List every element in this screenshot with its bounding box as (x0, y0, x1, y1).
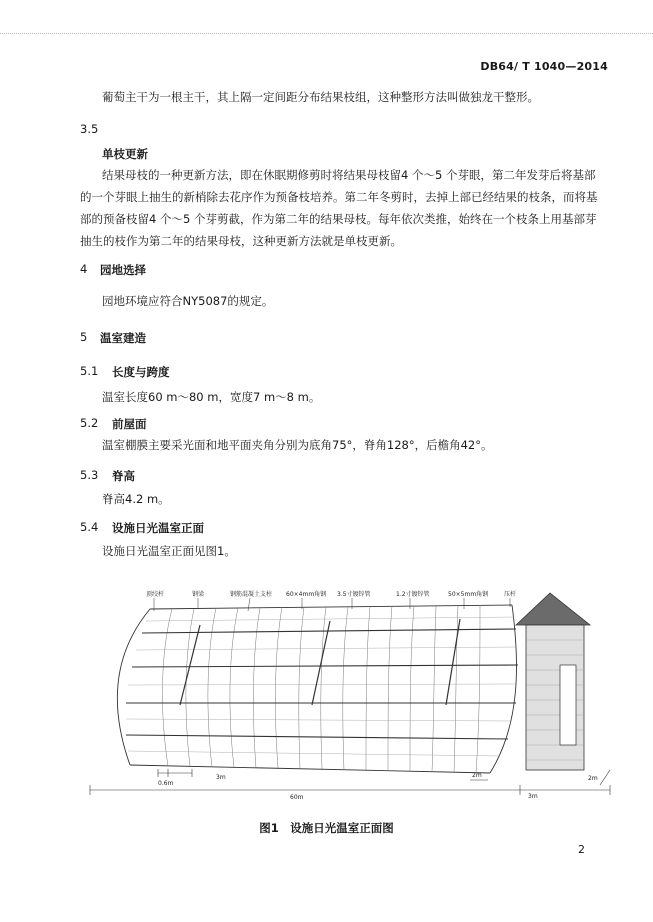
header-rule (0, 33, 653, 34)
label-dingjiaogan: 顶绞杆 (146, 591, 165, 598)
label-angle-steel-60x4: 60×4mm角钢 (286, 591, 327, 598)
dim-2m-right: 2m (588, 775, 598, 782)
label-pipe-3-5: 3.5寸镀锌管 (337, 591, 371, 598)
section-5-number: 5 (80, 330, 88, 344)
section-5-1-text: 温室长度60 m～80 m，宽度7 m～8 m。 (102, 390, 321, 404)
dim-0-6m: 0.6m (158, 780, 174, 787)
section-5-1-title: 长度与跨度 (112, 365, 170, 379)
figure-caption: 图1 设施日光温室正面图 (259, 821, 394, 835)
section-5-4-title: 设施日光温室正面 (112, 521, 204, 535)
section-3-5-line-4: 抽生的枝作为第二年的结果母枝，这种更新方法就是单枝更新。 (80, 234, 402, 248)
dim-3m-left: 3m (216, 774, 226, 781)
page-number: 2 (578, 843, 585, 856)
head-house (516, 593, 590, 770)
section-3-5-title: 单枝更新 (102, 147, 148, 161)
greenhouse-figure (80, 585, 620, 810)
section-5-3-title: 脊高 (112, 469, 135, 483)
paragraph-dulong: 葡萄主干为一根主干，其上隔一定间距分布结果枝组，这种整形方法叫做独龙干整形。 (102, 90, 539, 104)
section-5-title: 温室建造 (100, 331, 146, 345)
dim-60m: 60m (290, 794, 304, 801)
section-4-number: 4 (80, 262, 88, 276)
door (560, 665, 576, 745)
section-3-5-line-3: 部的预备枝留4 个～5 个芽剪截，作为第二年的结果母枝。每年依次类推，始终在一个枝条上用基部芽 (80, 212, 597, 226)
dim-2m: 2m (472, 772, 482, 779)
section-5-2-text: 温室棚膜主要采光面和地平面夹角分别为底角75°，脊角128°，后檐角42°。 (102, 438, 493, 452)
section-5-2-title: 前屋面 (112, 417, 147, 431)
document-number: DB64/ T 1040—2014 (480, 60, 608, 73)
section-5-1-number: 5.1 (80, 364, 99, 378)
label-yagan: 压杆 (504, 591, 517, 598)
dim-3m-right: 3m (528, 793, 538, 800)
section-4-text: 园地环境应符合NY5087的规定。 (102, 294, 274, 308)
label-gangliang: 钢梁 (192, 591, 205, 598)
label-angle-steel-50x5: 50×5mm角钢 (448, 591, 489, 598)
section-5-4-number: 5.4 (80, 520, 99, 534)
section-5-3-text: 脊高4.2 m。 (102, 492, 170, 506)
section-5-4-text: 设施日光温室正面见图1。 (102, 544, 236, 558)
label-pipe-1-2: 1.2寸镀锌管 (396, 591, 430, 598)
section-3-5-number: 3.5 (80, 122, 99, 136)
section-5-3-number: 5.3 (80, 468, 99, 482)
section-5-2-number: 5.2 (80, 416, 99, 430)
section-3-5-line-1: 结果母枝的一种更新方法，即在休眠期修剪时将结果母枝留4 个～5 个芽眼，第二年发芽后将基部 (102, 168, 596, 182)
section-4-title: 园地选择 (100, 263, 146, 277)
section-3-5-line-2: 的一个芽眼上抽生的新梢除去花序作为预备枝培养。第二年冬剪时，去掉上部已经结果的枝条，而将基 (80, 190, 598, 204)
label-concrete-pillar: 钢筋混凝土支柱 (230, 591, 273, 598)
